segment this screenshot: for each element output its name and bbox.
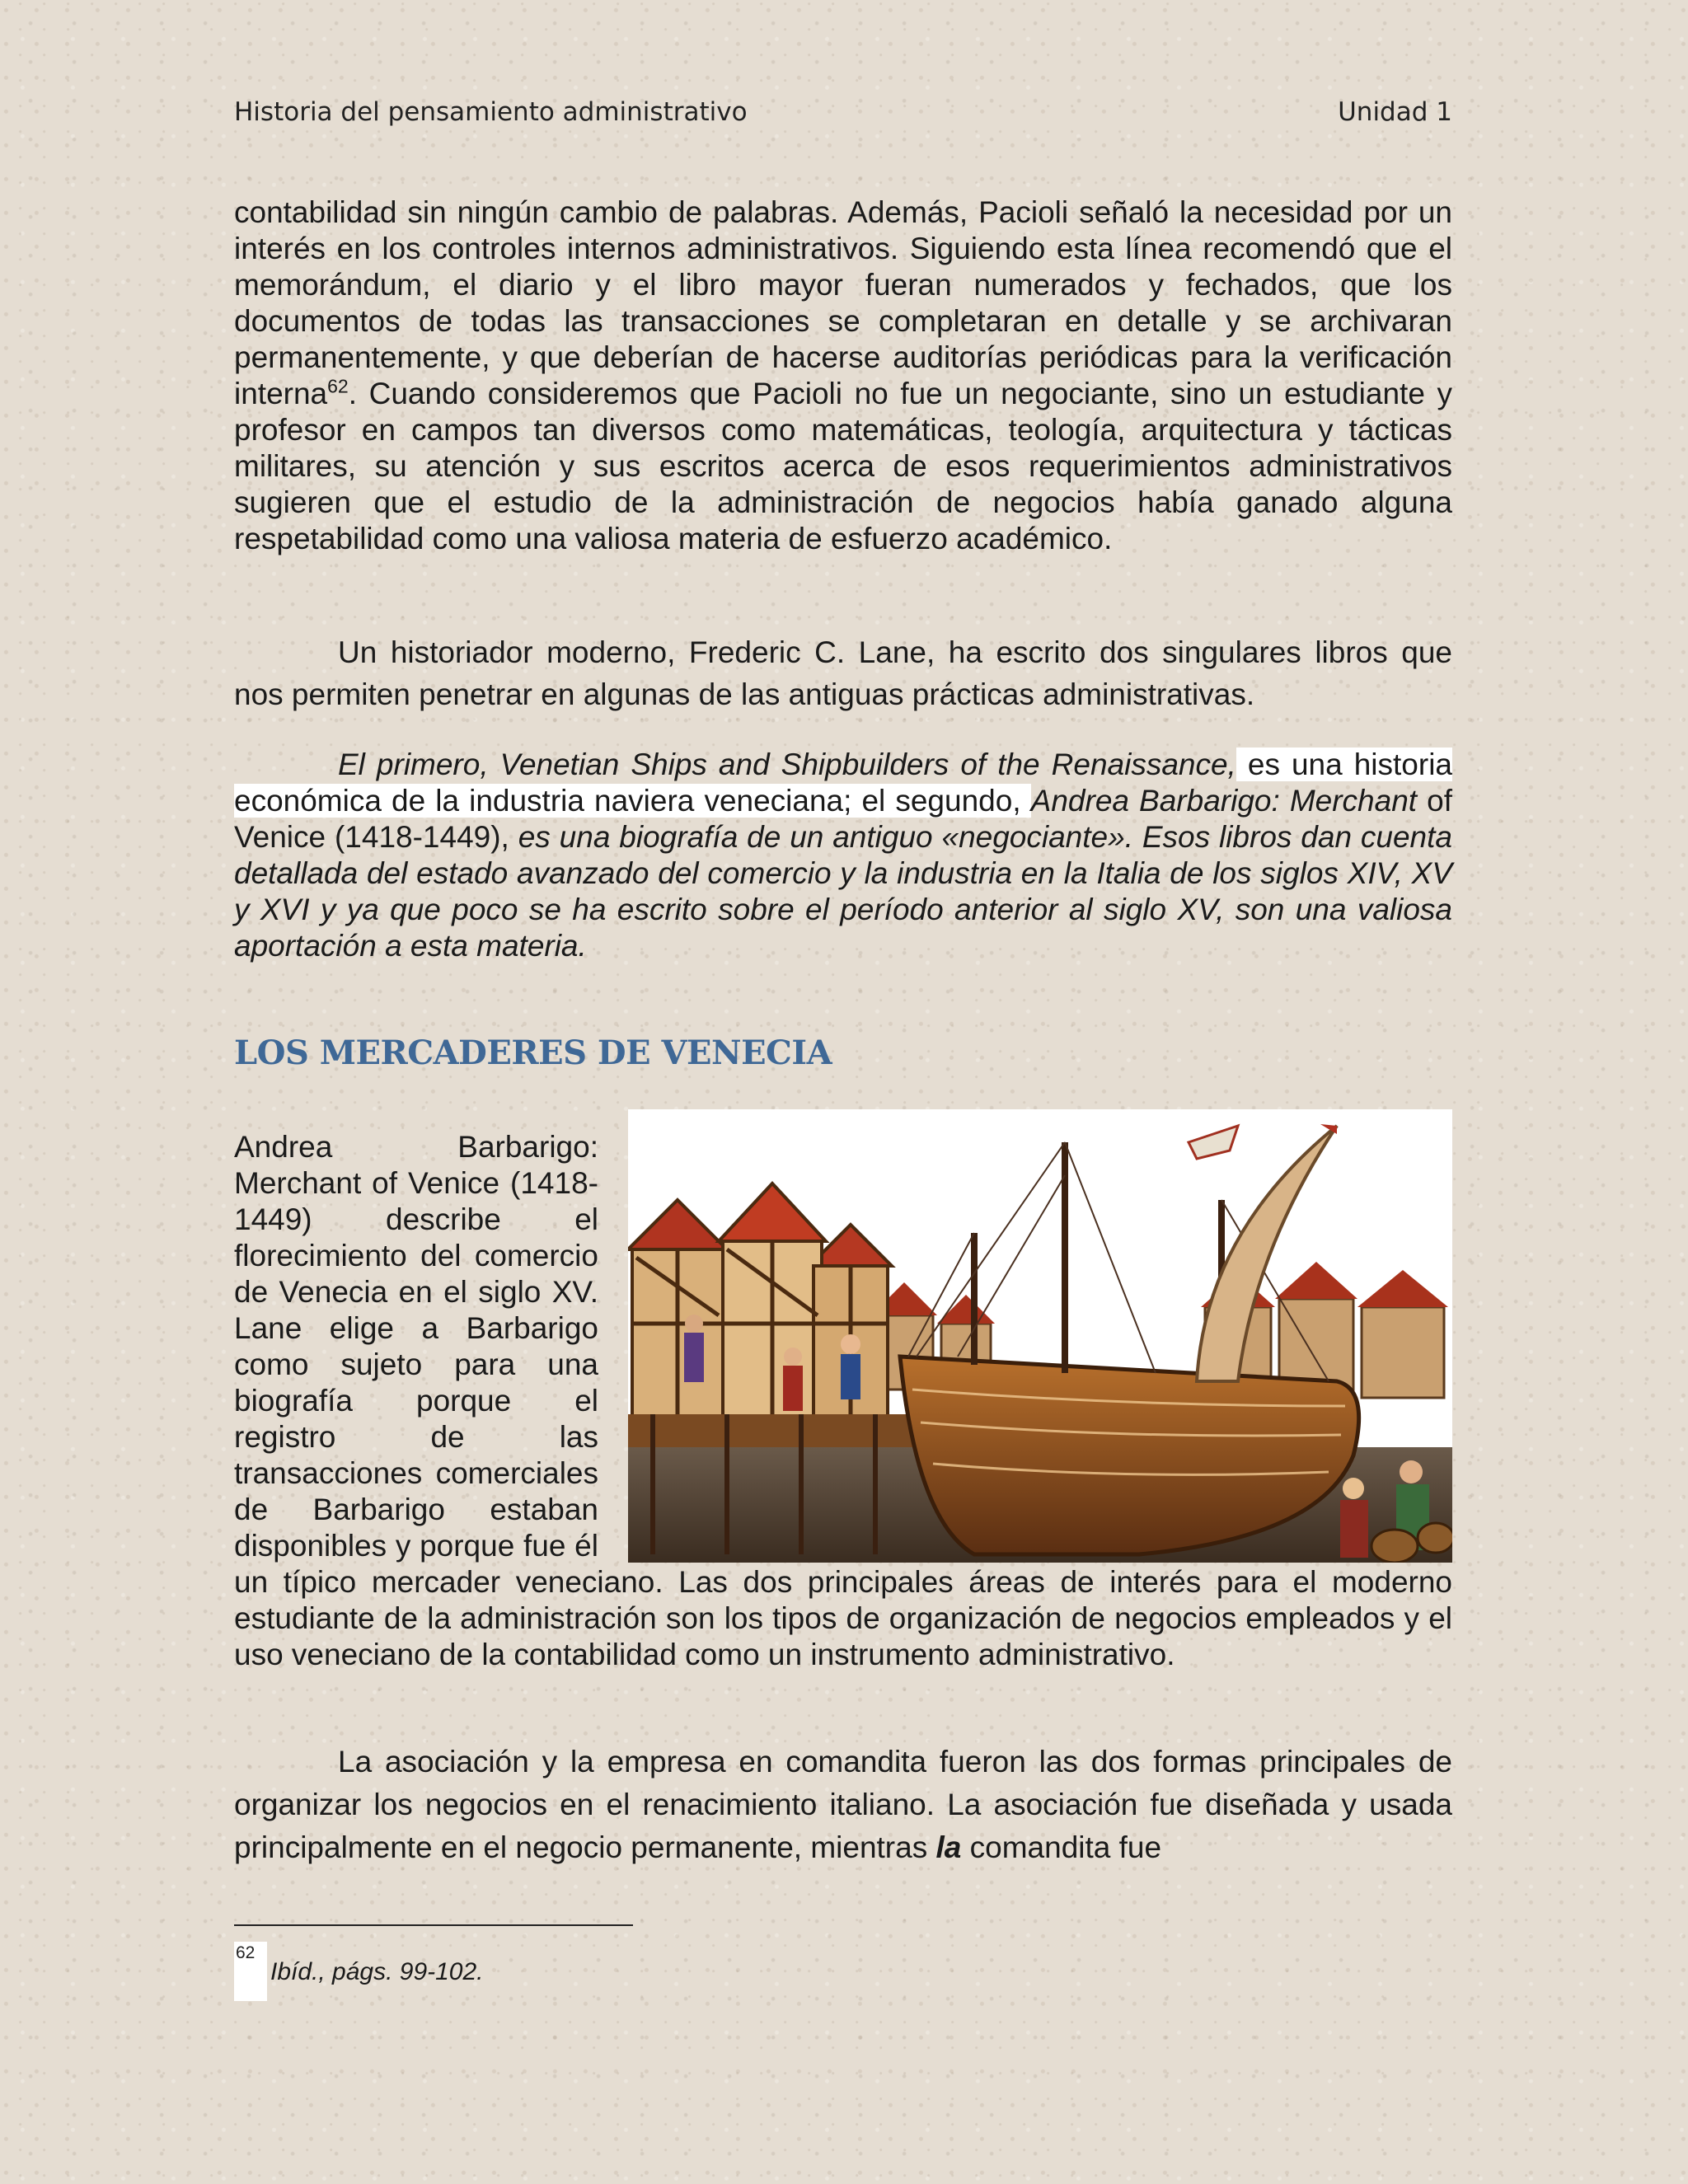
paragraph-pacioli-text: contabilidad sin ningún cambio de palabras. Además, Pacioli señaló la necesidad por un interés en los controles internos administrativos. Siguiendo esta línea recomendó que el memorándum, el diario y el libro mayor fueran numerados y fechados, que los documentos de todas las transacciones se completaran en detalle y se archivaran permanentemente, y que deberían de hacerse auditorías periódicas para la verificación interna (234, 195, 1452, 410)
paragraph-barbarigo: Andrea Barbarigo: Merchant of Venice (1418-1449) describe el florecimiento del comercio de Venecia en el siglo XV. Lane elige a Barbarigo como sujeto para una biografía porque el registro de las transacciones comerciales de Barbarigo estaban disponibles y porque fue él un típico mercader veneciano. Las dos principales áreas de interés para el moderno estudiante de la administración son los tipos de organización de negocios empleados y el uso veneciano de la contabilidad como un instrumento administrativo. (234, 1130, 1452, 1671)
footnote (234, 1942, 484, 2001)
paragraph-asociacion-text-end: comandita fue (961, 1830, 1162, 1864)
book-description-italic: es una biografía de un antiguo «negociante». Esos libros dan cuenta detallada del estado avanzado del comercio y la industria en la Italia de los siglos XIV, XV y XVI y ya que poco se ha escrito sobre el período anterior al siglo XV, son una valiosa aportación a esta materia. (234, 820, 1452, 963)
footnote-text: Ibíd., págs. 99-102. (270, 1958, 484, 1985)
bold-italic-word: la (935, 1830, 962, 1864)
footnote-number: 62 (234, 1942, 267, 2001)
book-subtitle: of Venice (1418-1449), (234, 784, 1453, 854)
venetian-ship-illustration (628, 1109, 1452, 1563)
book-title-italic-2: Andrea Barbarigo: Merchant (1030, 784, 1418, 818)
book-title-italic: El primero, Venetian Ships and Shipbuilders of the Renaissance, (338, 748, 1236, 781)
footnote-reference[interactable]: 62 (327, 375, 349, 397)
running-header (234, 97, 1452, 127)
paragraph-books (234, 747, 1452, 964)
paragraph-pacioli (234, 194, 1452, 557)
paragraph-lane: Un historiador moderno, Frederic C. Lane, ha escrito dos singulares libros que nos permiten penetrar en algunas de las antiguas prácticas administrativas. (234, 635, 1452, 711)
paragraph-asociacion-text: La asociación y la empresa en comandita fueron las dos formas principales de organizar los negocios en el renacimiento italiano. La asociación fue diseñada y usada principalmente en el negocio permanente, mientras (234, 1745, 1452, 1864)
footnote-separator (234, 1924, 633, 1926)
paragraph-asociacion (234, 1741, 1452, 1869)
section-heading: LOS MERCADERES DE VENECIA (234, 1033, 832, 1072)
venice-section (234, 1129, 1452, 1673)
ship-illustration-svg (628, 1109, 1452, 1563)
paragraph-pacioli-text-continued: . Cuando consideremos que Pacioli no fue un negociante, sino un estudiante y profesor en campos tan diversos como matemáticas, teología, arquitectura y tácticas militares, su atención y sus escritos acerca de esos requerimientos administrativos sugieren que el estudio de la administración de negocios había ganado alguna respetabilidad como una valiosa materia de esfuerzo académico. (234, 377, 1452, 555)
highlighted-text: es una historia económica de la industria naviera veneciana; el segundo, (234, 748, 1452, 818)
header-unit: Unidad 1 (1338, 97, 1452, 127)
header-title: Historia del pensamiento administrativo (234, 97, 748, 127)
